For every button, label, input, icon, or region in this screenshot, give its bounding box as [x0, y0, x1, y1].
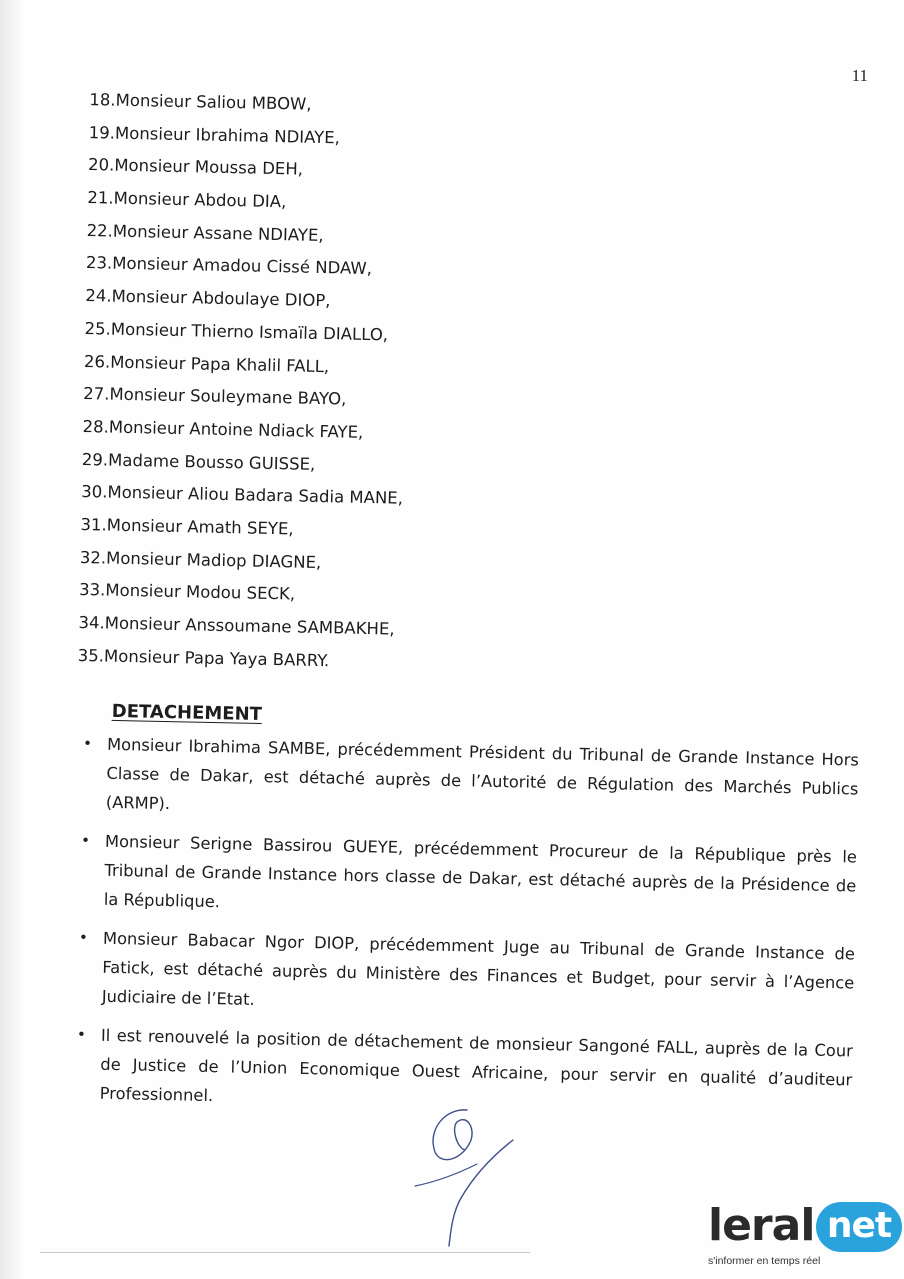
list-item-number: 32. [79, 547, 107, 568]
bullet-icon: • [76, 1025, 87, 1044]
list-item-number: 27. [83, 384, 110, 404]
list-item-text: Monsieur Aliou Badara Sadia MANE, [107, 482, 404, 508]
list-item [66, 826, 858, 930]
list-item-text: Monsieur Abdou DIA, [113, 188, 287, 212]
list-item-number: 31. [80, 514, 107, 535]
list-item-text: Monsieur Souleymane BAYO, [109, 384, 347, 409]
list-item-text: Monsieur Assane NDIAYE, [112, 221, 324, 245]
list-item-text: Monsieur Ibrahima NDIAYE, [114, 123, 341, 148]
list-item-text: Il est renouvelé la position de détachement de monsieur Sangoné FALL, auprès de la Cour de Justice de l’Union Economique Ouest Africaine, pour servir en qualité d’auditeur Professionnel. [99, 1025, 854, 1106]
list-item-text: Monsieur Babacar Ngor DIOP, précédemment Juge au Tribunal de Grande Instance de Fatick, est détaché auprès du Ministère des Finances et Budget, pour servir à l’Agence Judiciaire de l’Etat. [101, 928, 856, 1009]
list-item-text: Madame Bousso GUISSE, [107, 450, 316, 474]
bullet-icon: • [82, 734, 93, 753]
list-item [74, 640, 400, 679]
list-item-number: 30. [81, 482, 108, 502]
page-number: 11 [851, 66, 868, 85]
list-item-text: Monsieur Moussa DEH, [114, 155, 304, 179]
list-item-text: Monsieur Thierno Ismaïla DIALLO, [110, 319, 389, 345]
page-edge-shadow [0, 0, 22, 1279]
list-item-number: 21. [87, 188, 114, 208]
logo-wordmark: leral [708, 1200, 815, 1251]
list-item-text: Monsieur Anssoumane SAMBAKHE, [104, 613, 395, 639]
list-item-number: 19. [88, 122, 116, 143]
list-item-number: 18. [89, 90, 116, 110]
list-item-text: Monsieur Papa Khalil FALL, [109, 352, 330, 376]
list-item-number: 20. [87, 155, 115, 175]
bullet-icon: • [78, 928, 89, 947]
list-item-number: 25. [84, 318, 112, 339]
list-item-text: Monsieur Amadou Cissé NDAW, [112, 254, 373, 279]
list-item-text: Monsieur Serigne Bassirou GUEYE, précédemment Procureur de la République près le Tribunal de Grande Instance hors classe de Dakar, est détaché auprès de la Présidence de la République. [103, 831, 858, 912]
appointee-list [74, 84, 412, 679]
section-heading: DETACHEMENT [111, 700, 263, 726]
list-item-text: Monsieur Modou SECK, [105, 580, 296, 604]
list-item-number: 29. [81, 449, 109, 470]
list-item-number: 24. [85, 286, 112, 306]
list-item-number: 28. [82, 416, 110, 437]
list-item-text: Monsieur Papa Yaya BARRY. [103, 646, 330, 670]
logo-badge: net [816, 1202, 902, 1252]
signature-icon [405, 1100, 515, 1250]
list-item-text: Monsieur Madiop DIAGNE, [105, 548, 322, 572]
list-item [68, 729, 860, 833]
list-item-number: 35. [77, 645, 105, 666]
list-item-text: Monsieur Ibrahima SAMBE, précédemment Président du Tribunal de Grande Instance Hors Classe de Dakar, est détaché auprès de l’Autorité de Régulation des Marchés Publics (ARMP). [105, 734, 860, 814]
list-item-number: 33. [78, 580, 106, 600]
bullet-icon: • [80, 831, 91, 850]
detachement-list [61, 729, 859, 1123]
list-item-text: Monsieur Amath SEYE, [106, 515, 294, 539]
list-item-text: Monsieur Saliou MBOW, [115, 90, 312, 114]
footer-rule [40, 1252, 530, 1253]
list-item-number: 22. [86, 220, 114, 241]
logo-tagline: s'informer en temps réel [708, 1255, 821, 1267]
list-item-text: Monsieur Antoine Ndiack FAYE, [108, 417, 364, 442]
detachement-section [61, 700, 860, 1133]
list-item-number: 23. [85, 253, 113, 274]
list-item-number: 34. [78, 612, 105, 633]
leral-net-logo [700, 1198, 904, 1279]
list-item-text: Monsieur Abdoulaye DIOP, [111, 286, 331, 311]
list-item-number: 26. [83, 351, 111, 372]
list-item [64, 923, 856, 1027]
